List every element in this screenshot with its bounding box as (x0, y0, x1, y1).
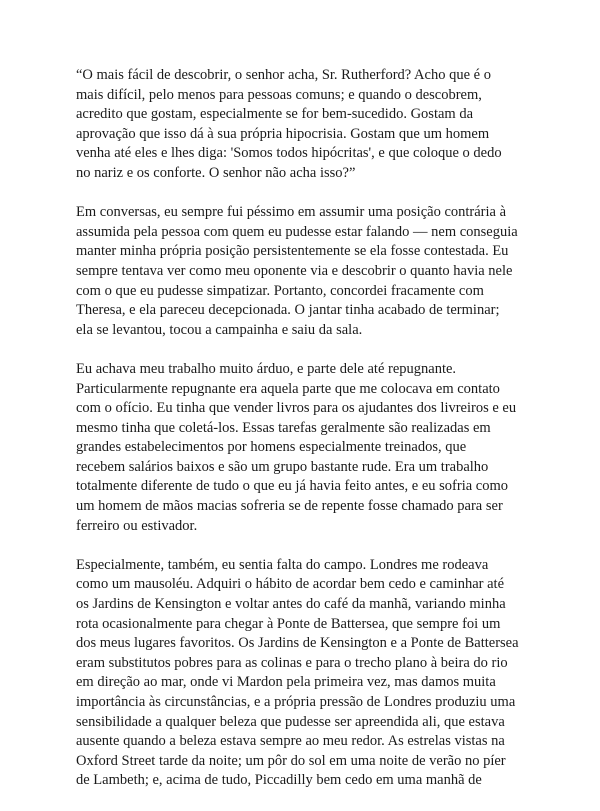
text-line: Especialmente, também, eu sentia falta do campo. Londres me rodeava (76, 556, 489, 573)
text-line: ausente quando a beleza estava sempre ao meu redor. As estrelas vistas na (76, 733, 505, 750)
text-line: mais difícil, pelo menos para pessoas comuns; e quando o descobrem, (76, 86, 482, 103)
text-line: como um mausoléu. Adquiri o hábito de acordar bem cedo e caminhar até (76, 576, 505, 593)
text-line: com o que eu pudesse simpatizar. Portanto, concordei fracamente com (76, 282, 484, 299)
text-line: sempre tentava ver como meu oponente via e descobrir o quanto havia nele (76, 262, 513, 279)
text-line: grandes estabelecimentos por homens especialmente treinados, que (76, 439, 467, 456)
text-line: no nariz e os conforte. O senhor não acha isso?” (76, 164, 356, 181)
text-line: acredito que gostam, especialmente se for bem-sucedido. Gostam da (76, 106, 474, 123)
text-line: os Jardins de Kensington e voltar antes do café da manhã, variando minha (76, 596, 506, 613)
text-line: rota ocasionalmente para chegar à Ponte de Battersea, que sempre foi um (76, 615, 501, 632)
body-text (76, 66, 528, 811)
text-line: venha até eles e lhes diga: 'Somos todos hipócritas', e que coloque o dedo (76, 145, 502, 162)
text-line: Oxford Street tarde da noite; um pôr do sol em uma noite de verão no píer (76, 752, 506, 769)
text-line: Particularmente repugnante era aquela parte que me colocava em contato (76, 380, 500, 397)
text-line: ferreiro ou estivador. (76, 517, 198, 534)
text-line: totalmente diferente de tudo o que eu já havia feito antes, e eu sofria como (76, 478, 509, 495)
paragraph-4 (76, 556, 528, 791)
text-line: um homem de mãos macias sofreria se de repente fosse chamado para ser (76, 498, 503, 515)
text-line: assumida pela pessoa com quem eu pudesse estar falando — nem conseguia (76, 223, 518, 240)
text-line: importância às circunstâncias, e a própria pressão de Londres produziu uma (76, 694, 516, 710)
text-line: dos meus lugares favoritos. Os Jardins de Kensington e a Ponte de Battersea (76, 635, 519, 652)
text-line: Eu achava meu trabalho muito árduo, e parte dele até repugnante. (76, 360, 457, 377)
text-line: mesmo tinha que coletá-los. Essas tarefas geralmente são realizadas em (76, 419, 491, 436)
text-line: manter minha própria posição persistentemente se ela fosse contestada. Eu (76, 243, 509, 260)
paragraph-3 (76, 360, 528, 536)
text-line: de Lambeth; e, acima de tudo, Piccadilly bem cedo em uma manhã de (76, 772, 482, 789)
text-line: com o ofício. Eu tinha que vender livros para os ajudantes dos livreiros e eu (76, 400, 517, 417)
text-line: sensibilidade a qualquer beleza que pudesse ser apreendida ali, que estava (76, 713, 505, 730)
text-line: recebem salários baixos e são um grupo bastante rude. Era um trabalho (76, 458, 489, 475)
text-line: “O mais fácil de descobrir, o senhor acha, Sr. Rutherford? Acho que é o (76, 67, 491, 83)
paragraph-1 (76, 66, 528, 184)
text-line: aprovação que isso dá à sua própria hipocrisia. Gostam que um homem (76, 125, 490, 142)
text-line: em direção ao mar, onde vi Mardon pela primeira vez, mas damos muita (76, 674, 496, 691)
paragraph-2 (76, 203, 528, 340)
text-line: Em conversas, eu sempre fui péssimo em assumir uma posição contrária à (76, 204, 507, 221)
text-line: eram substitutos pobres para as colinas e para o trecho plano à beira do rio (76, 654, 508, 671)
text-line: Theresa, e ela pareceu decepcionada. O jantar tinha acabado de terminar; (76, 302, 500, 319)
text-line: ela se levantou, tocou a campainha e saiu da sala. (76, 321, 363, 338)
